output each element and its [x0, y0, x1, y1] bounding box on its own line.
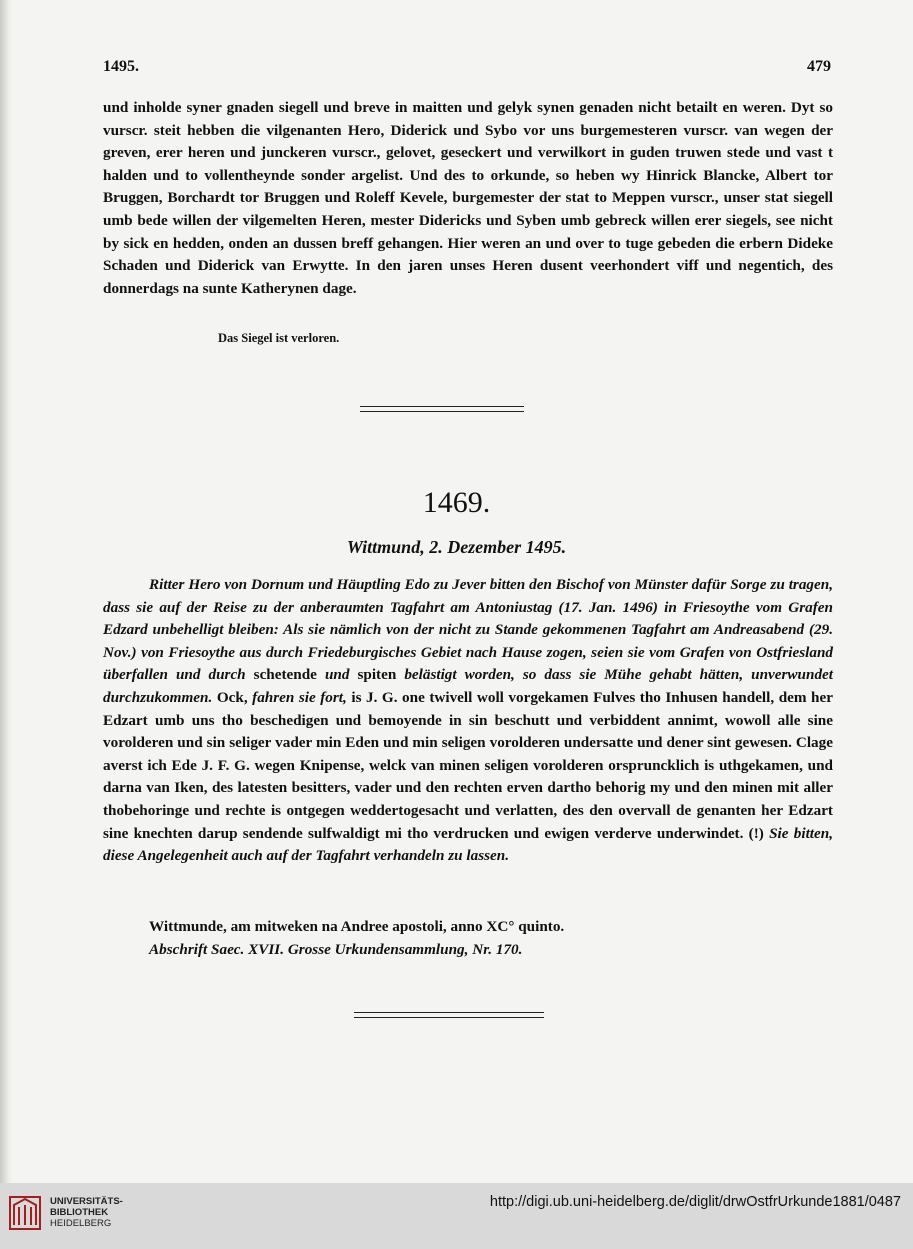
- running-header: [103, 58, 831, 80]
- summary-italic-5: Sie bitten, diese Angelegenheit auch auf der Tagfahrt verhandeln zu lassen.: [103, 824, 833, 865]
- end-separator: [354, 1012, 544, 1018]
- library-name-line2: BIBLIOTHEK: [50, 1207, 109, 1218]
- place-and-date: Wittmund, 2. Dezember 1495.: [346, 537, 567, 557]
- summary-roman-2: spiten: [349, 666, 405, 684]
- source-note: Abschrift Saec. XVII. Grosse Urkundensammlung, Nr. 170.: [149, 941, 523, 958]
- summary-italic-2: und: [324, 666, 350, 684]
- previous-document-text: und inholde syner gnaden siegell und breve in maitten und gelyk synen genaden nicht betailt en weren. Dyt so vurscr. steit hebben die vilgenanten Hero, Diderick und Sybo vor uns burgemesteren vurscr. van wegen der greven, erer heren und junckeren vurscr., gelovet, geseckert und verwilkort in guden truwen stede und vast t halden und to vollentheynde sonder argelist. Und des to orkunde, so heben wy Hinrick Blancke, Albert tor Bruggen, Borchardt tor Bruggen und Roleff Kevele, burgemester der stat to Meppen vurscr., unser stat siegell umb bede willen der vilgemelten Heren, mester Didericks und Syben umb gebreck willen erer siegels, see nicht by sick en hedden, onden an dussen breff gehangen. Hier weren an und over to tuge gebeden die erbern Dideke Schaden und Diderick van Erwytte. In den jaren unses Heren dusent veerhondert viff und negentich, des donnerdags na sunte Katherynen dage.: [103, 99, 833, 297]
- closing-date-line: Wittmunde, am mitweken na Andree apostoli, anno XC° quinto.: [149, 918, 565, 935]
- library-name-line1: UNIVERSITÄTS-: [50, 1196, 123, 1207]
- section-separator: [360, 406, 524, 412]
- library-name-line3: HEIDELBERG: [50, 1218, 112, 1229]
- document-summary: [103, 574, 833, 868]
- page-edge-shadow: [0, 0, 12, 1183]
- seal-note: Das Siegel ist verloren.: [218, 331, 340, 345]
- library-name: [50, 1196, 123, 1229]
- header-year: 1495.: [103, 58, 139, 75]
- summary-roman-1: schetende: [245, 666, 325, 684]
- university-library-logo-icon: [8, 1193, 42, 1233]
- summary-roman-3: Ock,: [212, 688, 253, 706]
- digitization-footer: [0, 1183, 913, 1249]
- summary-italic-3: belästigt worden, so dass sie Mühe gehabt hätten, unverwundet durchzukommen.: [103, 666, 833, 706]
- summary-italic-1: Ritter Hero von Dornum und Häuptling Edo zu Jever bitten den Bischof von Münster dafür Sorge zu tragen, dass sie auf der Reise zu der anberaumten Tagfahrt am Antoniustag (17. Jan. 1496) in Friesoythe vom Grafen Edzard unbehelligt bleiben: Als sie nämlich von der nicht zu Stande gekommenen Tagfahrt am Andreasabend (29. Nov.) von Friesoythe aus durch Friedeburgisches Gebiet nach Hause zogen, seien sie vom Grafen von Ostfriesland überfallen und durch: [103, 576, 833, 684]
- summary-roman-4: is J. G. one twivell woll vorgekamen Fulves tho Inhusen handell, dem her Edzart umb uns tho beschedigen und bemoyende in sin beschutt und verbiddent annimt, wowoll alle sine vorolderen und sin seliger vader min Eden und min seligen vorolderen undersatte und dener sint gewesen. Clage averst ich Ede J. F. G. wegen Knipense, welck van minen seligen vorolderen orspruncklich is uthgekamen, und darna van Iken, des latesten besitters, vader und den rechten erven dartho behorig my und den minen mit aller thobehoringe und rechte is ontgegen weddertogesacht und verlatten, des den overvall de genanten her Edzart sine knechten darup sendende sulfwaldigt mi tho verdrucken und ewigen verderve underwindet. (!): [103, 688, 833, 842]
- summary-italic-4: fahren sie fort,: [252, 688, 347, 706]
- permalink-url[interactable]: http://digi.ub.uni-heidelberg.de/diglit/drwOstfrUrkunde1881/0487: [489, 1194, 901, 1210]
- page-number: 479: [807, 58, 831, 75]
- document-number: 1469.: [422, 486, 491, 519]
